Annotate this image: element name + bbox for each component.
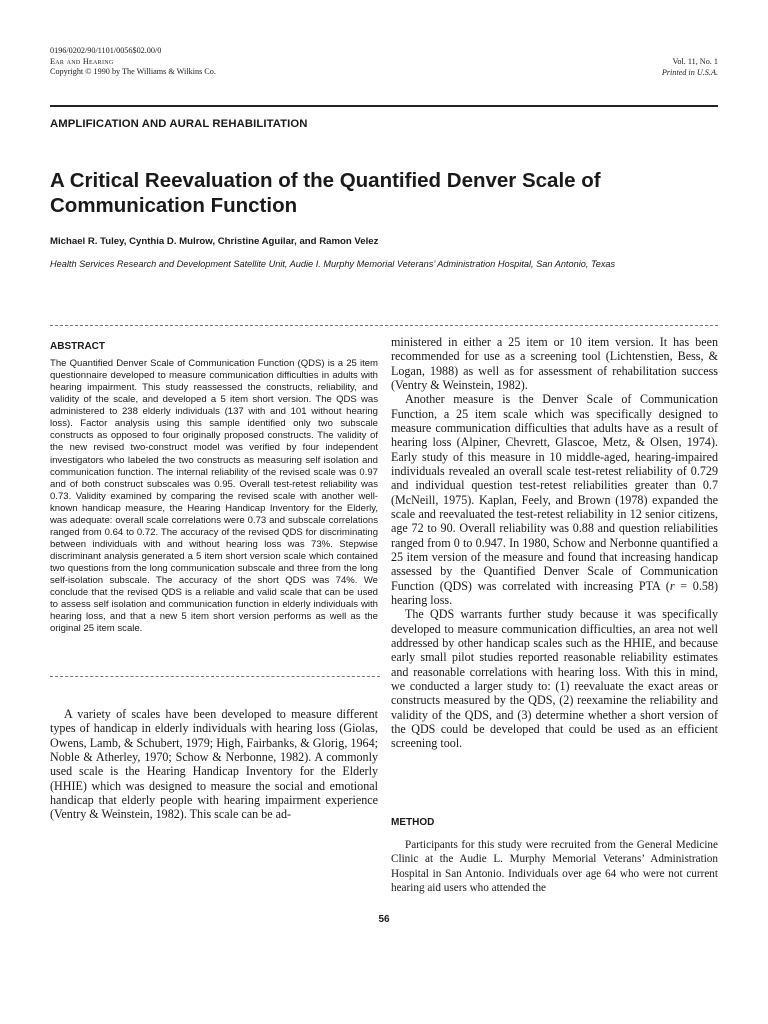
section-kicker: AMPLIFICATION AND AURAL REHABILITATION — [50, 118, 308, 130]
volume-issue: Vol. 11, No. 1 — [672, 57, 718, 66]
method-paragraph: Participants for this study were recruited from the General Medicine Clinic at the Audie L. Murphy Memorial Veterans’ Administration Hospital in San Antonio. Individuals over age 64 who were not current hearing aid users who attended the — [391, 839, 718, 895]
authors: Michael R. Tuley, Cynthia D. Mulrow, Christine Aguilar, and Ramon Velez — [50, 236, 379, 247]
title-line-2: Communication Function — [50, 194, 298, 217]
journal-header-right — [500, 57, 718, 78]
abstract-top-rule — [50, 325, 718, 326]
paragraph-2 — [391, 392, 718, 607]
title-line-1: A Critical Reevaluation of the Quantified Denver Scale of — [50, 169, 601, 192]
abstract-heading: ABSTRACT — [50, 341, 105, 352]
abstract-text: The Quantified Denver Scale of Communication Function (QDS) is a 25 item questionnaire developed to measure communication difficulties in adults with hearing impairment. This study reassessed the constructs, reliability, and validity of the scale, and developed a 5 item short version. The QDS was administered to 238 elderly individuals (137 with and 101 without hearing loss). Factor analysis using this sample identified only two subscale constructs as opposed to four originally proposed constructs. The validity of the new revised two-construct model was verified by four independent investigators who labeled the two constructs as measuring self isolation and communication function. The internal reliability of the revised scale was 0.97 and of both construct subscales was 0.95. Overall test-retest reliability was 0.73. Validity examined by comparing the revised scale with another well-known handicap measure, the Hearing Handicap Inventory for the Elderly, was adequate: overall scale correlations were 0.73 and subscale correlations ranged from 0.64 to 0.72. The accuracy of the revised QDS for discriminating between individuals with and without hearing loss was 73%. Stepwise discriminant analysis generated a 5 item short version scale which contained two questions from the long communication subscale and three from the long self-isolation subscale. The accuracy of the short QDS was 74%. We conclude that the revised QDS is a reliable and valid scale that can be used to assess self isolation and communication function in elderly individuals with hearing loss, and that a new 5 item short version performs as well as the original 25 item scale. — [50, 358, 378, 635]
paragraph-1: ministered in either a 25 item or 10 item version. It has been recommended for use as a screening tool (Lichtenstien, Bess, & Logan, 1988) as well as for assessment of rehabilitation success (Ventry & Weinstein, 1982). — [391, 335, 718, 392]
copyright-line: Copyright © 1990 by The Williams & Wilkins Co. — [50, 67, 216, 76]
journal-name: Ear and Hearing — [50, 56, 114, 66]
right-column — [391, 335, 718, 751]
intro-left-column — [50, 707, 378, 822]
paragraph-2-part-b: = 0.58) hearing loss. — [391, 578, 719, 607]
paragraph-2-part-a: Another measure is the Denver Scale of Communication Function, a 25 item scale which was specifically designed to measure communication difficulties that adults have as a result of hearing loss (Alpiner, Chevrett, Glascoe, Metz, & Olsen, 1974). Early study of this measure in 10 middle-aged, hearing-impaired individuals revealed an overall scale test-retest reliability of 0.729 and individual question test-retest reliabilities greater than 0.7 (McNeill, 1975). Kaplan, Feely, and Brown (1978) expanded the scale and reevaluated the test-retest reliability in 12 senior citizens, age 72 to 90. Overall reliability was 0.88 and question reliabilities ranged from 0 to 0.947. In 1980, Schow and Nerbonne quantified a 25 item version of the measure and found that increasing handicap assessed by the Quantified Denver Scale of Communication Function (QDS) was correlated with increasing PTA ( — [391, 392, 718, 593]
header-rule — [50, 105, 718, 107]
pta-r-symbol: r — [669, 578, 675, 593]
page-number: 56 — [378, 914, 390, 925]
paragraph-3: The QDS warrants further study because it was specifically developed to measure communication difficulties, an area not well addressed by other handicap scales such as the HHIE, and because early small pilot studies reported reasonable reliability estimates and reasonable correlations with hearing loss. With this in mind, we conducted a larger study to: (1) reevaluate the exact areas or constructs measured by the QDS, (2) reexamine the reliability and validity of the QDS, and (3) determine whether a short version of the QDS could be developed that could be used as an efficient screening tool. — [391, 607, 718, 751]
journal-header-left — [50, 46, 390, 78]
printed-in: Printed in U.S.A. — [661, 67, 718, 77]
article-title — [50, 168, 730, 218]
affiliation: Health Services Research and Development Satellite Unit, Audie I. Murphy Memorial Veterans’ Administration Hospital, San Antonio, Texas — [50, 259, 616, 269]
method-section — [391, 838, 718, 896]
method-heading: METHOD — [391, 817, 435, 828]
intro-paragraph: A variety of scales have been developed to measure different types of handicap in elderly individuals with hearing loss (Giolas, Owens, Lamb, & Schubert, 1979; High, Fairbanks, & Glorig, 1964; Noble & Atherley, 1970; Schow & Nerbonne, 1982). A commonly used scale is the Hearing Handicap Inventory for the Elderly (HHIE) which was designed to measure the social and emotional handicap that elderly people with hearing impairment experience (Ventry & Weinstein, 1982). This scale can be ad- — [50, 707, 378, 822]
abstract-bottom-rule — [50, 676, 380, 677]
article-code: 0196/0202/90/1101/0056$02.00/0 — [50, 46, 162, 55]
